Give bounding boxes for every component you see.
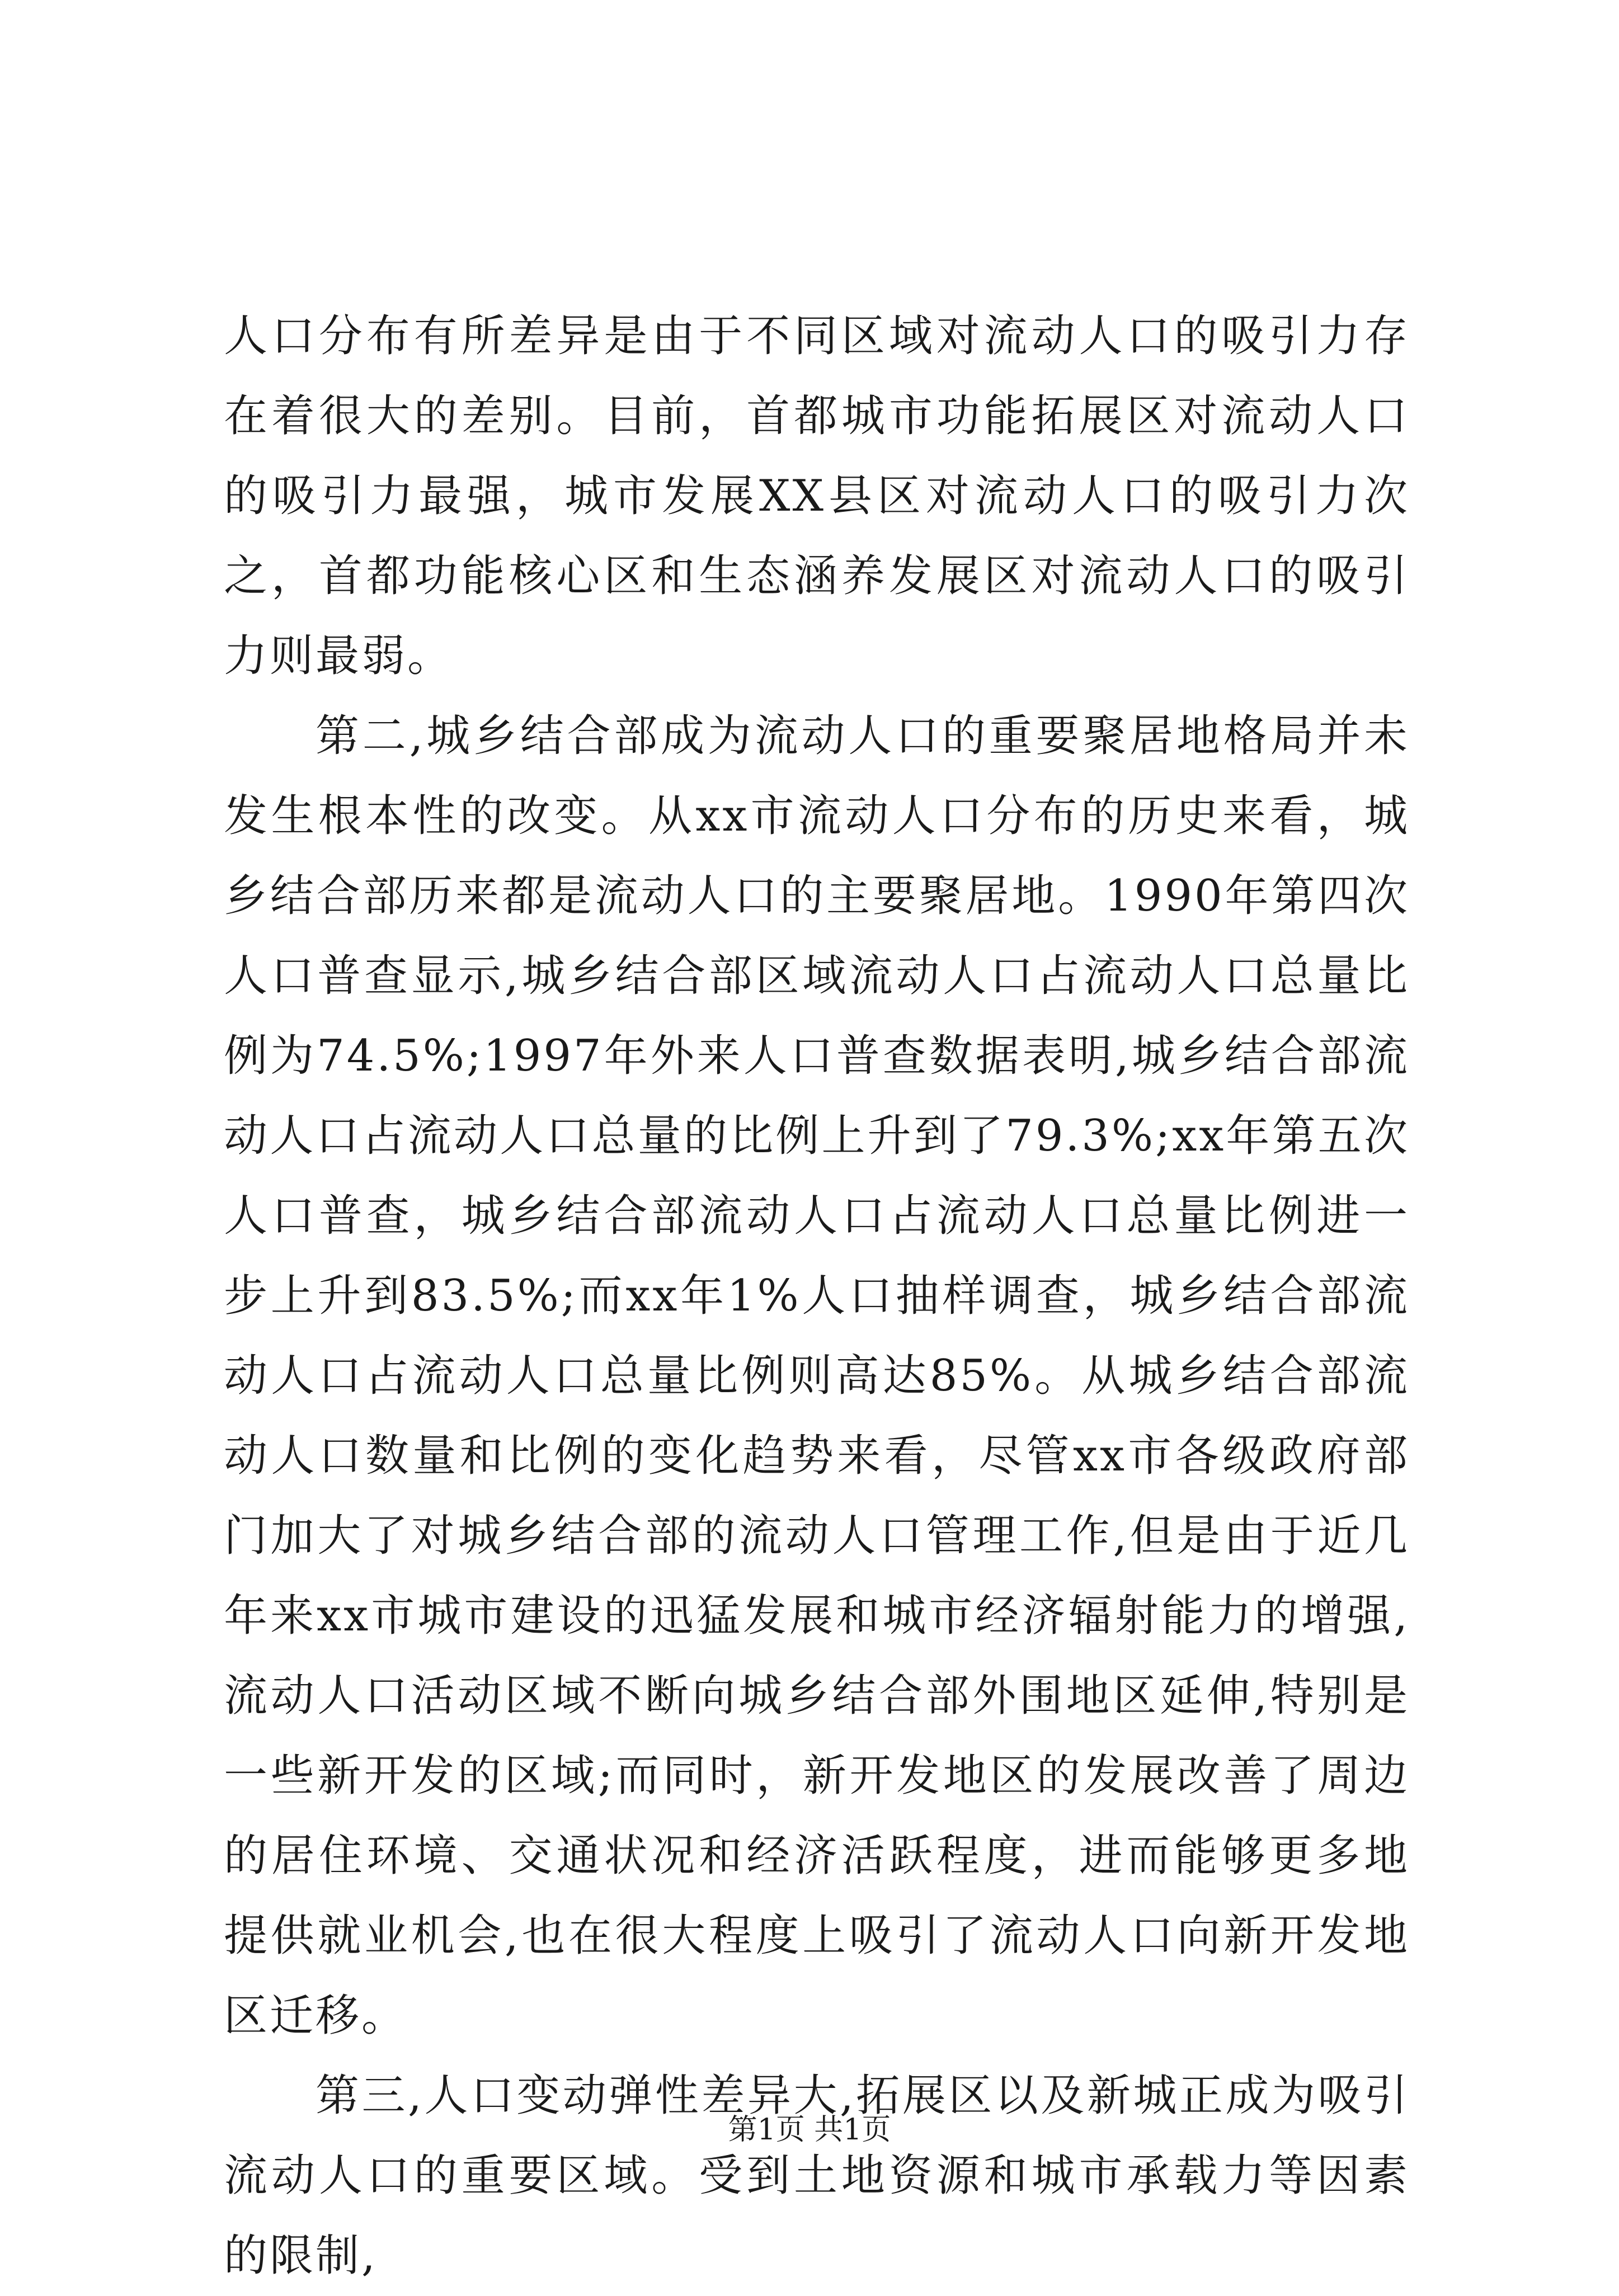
paragraph-third: 第三,人口变动弹性差异大,拓展区以及新城正成为吸引流动人口的重要区域。受到土地资源和城市承载力等因素的限制, — [224, 2071, 1410, 2281]
document-body — [224, 296, 1410, 2296]
page-footer: 第1页 共1页 — [728, 2113, 891, 2147]
paragraph-second: 第二,城乡结合部成为流动人口的重要聚居地格局并未发生根本性的改变。从xx市流动人口分布的历史来看，城乡结合部历来都是流动人口的主要聚居地。1990年第四次人口普查显示,城乡结合部区域流动人口占流动人口总量比例为74.5%;1997年外来人口普查数据表明,城乡结合部流动人口占流动人口总量的比例上升到了79.3%;xx年第五次人口普查，城乡结合部流动人口占流动人口总量比例进一步上升到83.5%;而xx年1%人口抽样调查，城乡结合部流动人口占流动人口总量比例则高达85%。从城乡结合部流动人口数量和比例的变化趋势来看，尽管xx市各级政府部门加大了对城乡结合部的流动人口管理工作,但是由于近几年来xx市城市建设的迅猛发展和城市经济辐射能力的增强,流动人口活动区域不断向城乡结合部外围地区延伸,特别是一些新开发的区域;而同时，新开发地区的发展改善了周边的居住环境、交通状况和经济活跃程度，进而能够更多地提供就业机会,也在很大程度上吸引了流动人口向新开发地区迁移。 — [224, 711, 1410, 2041]
paragraph-continued: 人口分布有所差异是由于不同区域对流动人口的吸引力存在着很大的差别。目前，首都城市功能拓展区对流动人口的吸引力最强，城市发展XX县区对流动人口的吸引力次之，首都功能核心区和生态涵养发展区对流动人口的吸引力则最弱。 — [224, 311, 1410, 681]
